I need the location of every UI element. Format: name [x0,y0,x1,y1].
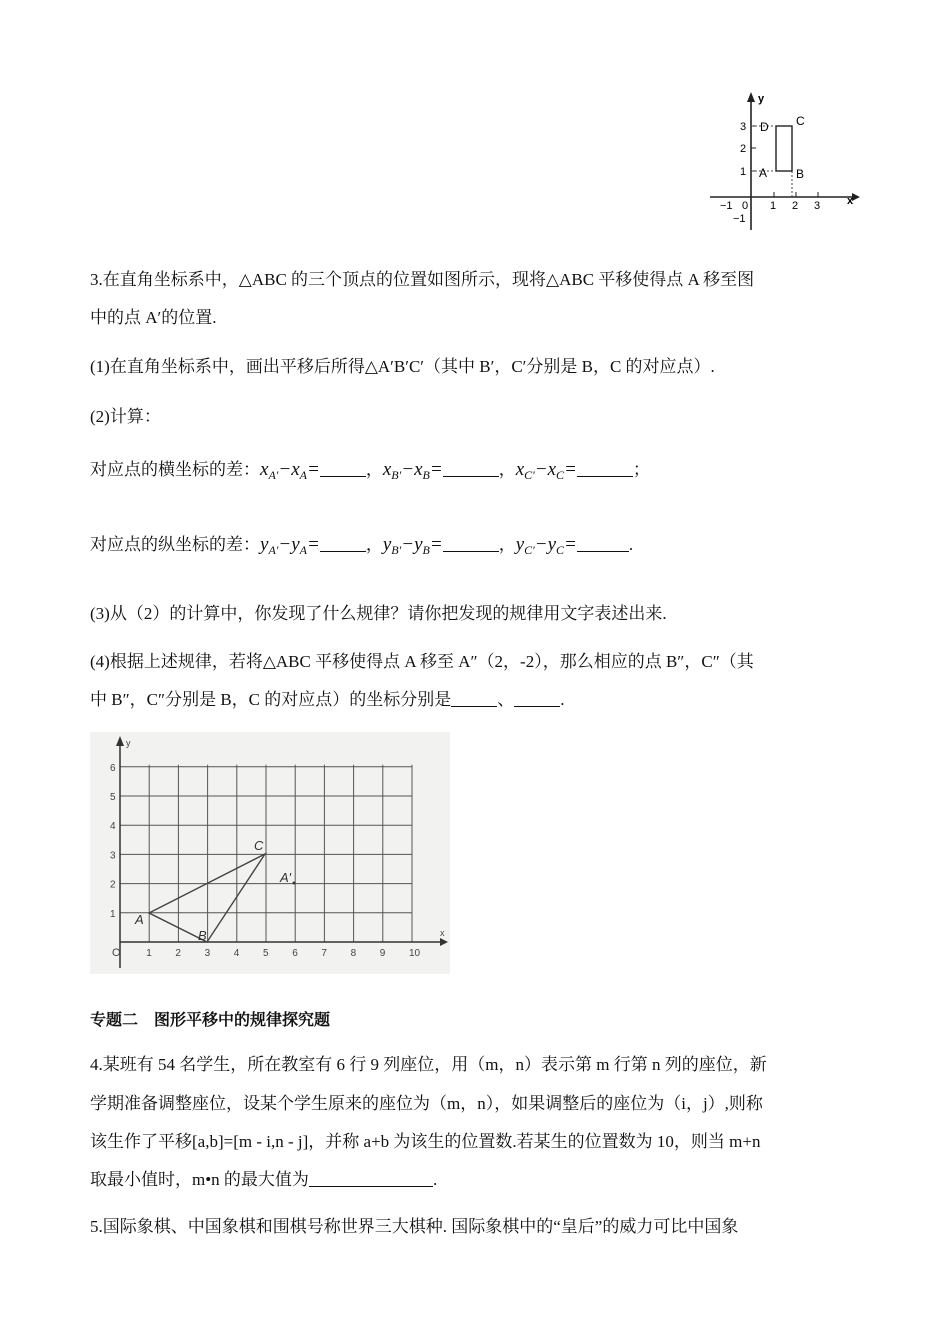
y-b-blank[interactable] [443,535,499,552]
grid-x-tick-label: 5 [263,948,269,959]
y-term-b: $y_{B'}-y_B=$ [382,534,443,557]
q4-line2: 学期准备调整座位，设某个学生原来的座位为（m，n），如果调整后的座位为（i，j）,则称 [90,1094,763,1113]
y-term-c: $y_{C'}-y_C=$ [515,534,577,557]
x-tick-2: 2 [792,200,799,212]
y-tick-2: 2 [740,143,747,155]
point-d-label: D [760,120,769,134]
q3-line1: 3.在直角坐标系中，△ABC 的三个顶点的位置如图所示，现将△ABC 平移使得点 A 移至图 [90,270,755,289]
rectangle-abcd [776,126,792,171]
y-c-blank[interactable] [577,535,629,552]
y-tick-1: 1 [740,166,747,178]
q4-line1: 4.某班有 54 名学生，所在教室有 6 行 9 列座位，用（m，n）表示第 m 行第 n 列的座位，新 [90,1055,767,1074]
grid-y-tick-label: 3 [110,850,116,862]
x-row-label: 对应点的横坐标的差： [90,460,260,479]
y-tick-3: 3 [740,121,747,133]
x-tick-3: 3 [814,200,821,212]
x-tick-0: 0 [742,200,749,212]
b-double-prime-blank[interactable] [451,690,497,707]
x-a-blank[interactable] [320,460,366,477]
q5-line1: 5.国际象棋、中国象棋和围棋号称世界三大棋种. 国际象棋中的“皇后”的威力可比中国象 [90,1217,739,1236]
grid-x-label: x [440,928,445,938]
grid-x-tick-label: 3 [204,948,211,959]
y-axis-label: y [758,93,765,105]
point-a-prime [293,882,296,885]
grid-y-tick-label: 4 [110,821,116,833]
grid-x-tick-label: 2 [175,948,181,959]
grid-x-tick-label: 4 [233,948,240,959]
point-b-label: B [796,167,805,181]
q3-part3: (3)从（2）的计算中，你发现了什么规律？请你把发现的规律用文字表述出来. [90,604,667,623]
q3-part4-line1: (4)根据上述规律，若将△ABC 平移使得点 A 移至 A″（2，-2），那么相应的点 B″，C″（其 [90,652,754,671]
point-a-label: A [759,166,768,180]
grid-y-tick-label: 1 [110,908,116,920]
q4-line3: 该生作了平移[a,b]=[m - i,n - j]，并称 a+b 为该生的位置数.若某生的位置数为 10，则当 m+n [90,1132,761,1151]
grid-point-b-label: B [198,928,207,943]
grid-x-tick-label: 6 [292,948,298,959]
y-axis-arrow [747,92,755,102]
grid-point-a-label: A [135,912,144,927]
x-difference-row: 对应点的横坐标的差：$x_{A'}-x_A=$ ，$x_{B'}-x_B=$ ，$x_{C'}-x_C=$ ； [90,459,650,482]
q3-line2: 中的点 A′的位置. [90,308,217,327]
x-b-blank[interactable] [443,460,499,477]
grid-x-tick-label: 10 [409,948,421,959]
grid-x-tick-label: 7 [321,948,327,959]
y-tick-neg1: −1 [733,213,746,225]
q4-answer-blank[interactable] [309,1170,433,1187]
x-tick-neg1: −1 [720,200,733,212]
q3-part1: (1)在直角坐标系中，画出平移后所得△A′B′C′（其中 B′，C′分别是 B，C 的对应点）. [90,357,715,376]
q3-part2: (2)计算： [90,407,161,426]
q3-part4-line2: 中 B″，C″分别是 B，C 的对应点）的坐标分别是 、 . [90,690,565,709]
x-c-blank[interactable] [577,460,633,477]
x-term-b: $x_{B'}-x_B=$ [382,459,443,482]
grid-y-tick-label: 6 [110,762,116,774]
section-2-title: 专题二 图形平移中的规律探究题 [90,1010,331,1029]
y-term-a: $y_{A'}-y_A=$ [260,534,320,557]
c-double-prime-blank[interactable] [514,690,560,707]
triangle-grid-figure [90,732,450,974]
y-difference-row: 对应点的纵坐标的差：$y_{A'}-y_A=$ ，$y_{B'}-y_B=$ ，$y_{C'}-y_C=$ . [90,534,634,557]
grid-y-tick-label: 2 [110,879,116,891]
grid-point-a-prime-label: A′ [280,870,292,885]
x-axis-label: x [847,195,854,207]
x-tick-1: 1 [770,200,777,212]
grid-y-label: y [126,738,131,748]
grid-x-tick-label: 9 [379,948,386,959]
y-a-blank[interactable] [320,535,366,552]
rectangle-coordinate-figure [700,88,870,238]
grid-y-tick-label: 5 [110,792,116,803]
origin-label: O [112,947,121,959]
y-row-label: 对应点的纵坐标的差： [90,535,260,554]
grid-point-c-label: C [254,838,264,853]
x-term-a: $x_{A'}-x_A=$ [260,459,320,482]
q4-line4: 取最小值时，m•n 的最大值为 . [90,1170,438,1189]
x-term-c: $x_{C'}-x_C=$ [515,459,577,482]
x-axis-arrow [852,193,860,201]
grid-x-tick-label: 8 [350,948,357,959]
grid-x-tick-label: 1 [146,948,152,959]
point-c-label: C [796,114,805,128]
